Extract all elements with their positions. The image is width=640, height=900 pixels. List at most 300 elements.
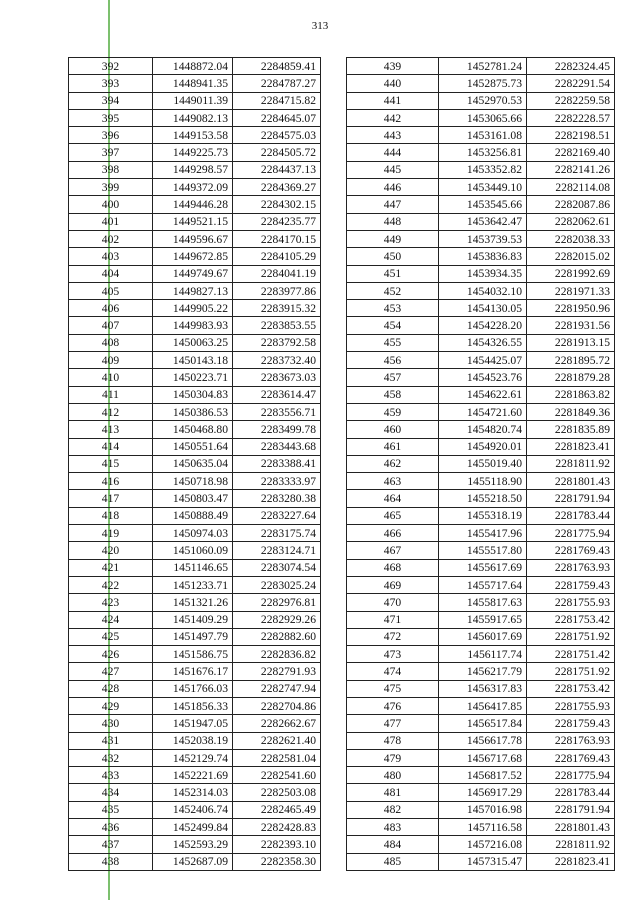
y-coordinate-cell: 2281753.42	[527, 680, 615, 697]
table-row	[69, 836, 321, 853]
x-coordinate-cell: 1452406.74	[153, 801, 233, 818]
table-row	[347, 646, 615, 663]
x-coordinate-cell: 1449672.85	[153, 248, 233, 265]
table-row	[69, 853, 321, 870]
point-number-cell: 403	[69, 248, 153, 265]
point-number-cell: 469	[347, 576, 439, 593]
table-row	[347, 819, 615, 836]
y-coordinate-cell: 2283074.54	[233, 559, 321, 576]
x-coordinate-cell: 1449446.28	[153, 196, 233, 213]
x-coordinate-cell: 1454721.60	[439, 403, 527, 420]
point-number-cell: 480	[347, 767, 439, 784]
y-coordinate-cell: 2282621.40	[233, 732, 321, 749]
y-coordinate-cell: 2281863.82	[527, 386, 615, 403]
x-coordinate-cell: 1455517.80	[439, 542, 527, 559]
x-coordinate-cell: 1452314.03	[153, 784, 233, 801]
point-number-cell: 429	[69, 697, 153, 714]
point-number-cell: 436	[69, 819, 153, 836]
y-coordinate-cell: 2281783.44	[527, 507, 615, 524]
point-number-cell: 414	[69, 438, 153, 455]
y-coordinate-cell: 2281759.43	[527, 715, 615, 732]
y-coordinate-cell: 2281992.69	[527, 265, 615, 282]
point-number-cell: 393	[69, 75, 153, 92]
table-row	[347, 230, 615, 247]
y-coordinate-cell: 2281835.89	[527, 421, 615, 438]
x-coordinate-cell: 1455617.69	[439, 559, 527, 576]
x-coordinate-cell: 1453934.35	[439, 265, 527, 282]
x-coordinate-cell: 1456617.78	[439, 732, 527, 749]
x-coordinate-cell: 1452687.09	[153, 853, 233, 870]
table-row	[69, 352, 321, 369]
table-row	[347, 403, 615, 420]
point-number-cell: 421	[69, 559, 153, 576]
point-number-cell: 396	[69, 127, 153, 144]
y-coordinate-cell: 2282015.02	[527, 248, 615, 265]
y-coordinate-cell: 2282114.08	[527, 179, 615, 196]
point-number-cell: 423	[69, 594, 153, 611]
table-row	[69, 386, 321, 403]
x-coordinate-cell: 1455218.50	[439, 490, 527, 507]
point-number-cell: 446	[347, 179, 439, 196]
y-coordinate-cell: 2284715.82	[233, 92, 321, 109]
table-row	[347, 213, 615, 230]
table-row	[69, 144, 321, 161]
y-coordinate-cell: 2282581.04	[233, 749, 321, 766]
table-row	[69, 317, 321, 334]
x-coordinate-cell: 1449153.58	[153, 127, 233, 144]
y-coordinate-cell: 2281811.92	[527, 836, 615, 853]
y-coordinate-cell: 2282259.58	[527, 92, 615, 109]
x-coordinate-cell: 1451947.05	[153, 715, 233, 732]
y-coordinate-cell: 2281879.28	[527, 369, 615, 386]
table-row	[347, 836, 615, 853]
y-coordinate-cell: 2283792.58	[233, 334, 321, 351]
y-coordinate-cell: 2284437.13	[233, 161, 321, 178]
table-row	[69, 109, 321, 126]
table-row	[69, 213, 321, 230]
table-row	[347, 594, 615, 611]
point-number-cell: 432	[69, 749, 153, 766]
x-coordinate-cell: 1454425.07	[439, 352, 527, 369]
table-row	[347, 853, 615, 870]
point-number-cell: 443	[347, 127, 439, 144]
y-coordinate-cell: 2281931.56	[527, 317, 615, 334]
point-number-cell: 442	[347, 109, 439, 126]
table-row	[347, 784, 615, 801]
table-row	[69, 507, 321, 524]
y-coordinate-cell: 2282291.54	[527, 75, 615, 92]
table-row	[69, 784, 321, 801]
point-number-cell: 410	[69, 369, 153, 386]
point-number-cell: 454	[347, 317, 439, 334]
y-coordinate-cell: 2282428.83	[233, 819, 321, 836]
x-coordinate-cell: 1451586.75	[153, 646, 233, 663]
x-coordinate-cell: 1453739.53	[439, 230, 527, 247]
y-coordinate-cell: 2281895.72	[527, 352, 615, 369]
point-number-cell: 458	[347, 386, 439, 403]
point-number-cell: 460	[347, 421, 439, 438]
point-number-cell: 401	[69, 213, 153, 230]
table-row	[347, 490, 615, 507]
point-number-cell: 450	[347, 248, 439, 265]
x-coordinate-cell: 1451146.65	[153, 559, 233, 576]
x-coordinate-cell: 1457116.58	[439, 819, 527, 836]
table-row	[69, 455, 321, 472]
x-coordinate-cell: 1457016.98	[439, 801, 527, 818]
x-coordinate-cell: 1454130.05	[439, 300, 527, 317]
x-coordinate-cell: 1454326.55	[439, 334, 527, 351]
table-row	[347, 369, 615, 386]
x-coordinate-cell: 1453065.66	[439, 109, 527, 126]
point-number-cell: 468	[347, 559, 439, 576]
y-coordinate-cell: 2281823.41	[527, 438, 615, 455]
y-coordinate-cell: 2281775.94	[527, 767, 615, 784]
y-coordinate-cell: 2281751.92	[527, 663, 615, 680]
table-row	[69, 300, 321, 317]
x-coordinate-cell: 1449521.15	[153, 213, 233, 230]
point-number-cell: 463	[347, 473, 439, 490]
table-row	[347, 75, 615, 92]
table-row	[69, 611, 321, 628]
y-coordinate-cell: 2281791.94	[527, 801, 615, 818]
table-row	[347, 248, 615, 265]
x-coordinate-cell: 1454920.01	[439, 438, 527, 455]
y-coordinate-cell: 2283673.03	[233, 369, 321, 386]
y-coordinate-cell: 2284645.07	[233, 109, 321, 126]
point-number-cell: 395	[69, 109, 153, 126]
y-coordinate-cell: 2283175.74	[233, 525, 321, 542]
point-number-cell: 470	[347, 594, 439, 611]
y-coordinate-cell: 2281763.93	[527, 559, 615, 576]
table-row	[69, 473, 321, 490]
table-row	[69, 680, 321, 697]
y-coordinate-cell: 2283333.97	[233, 473, 321, 490]
table-row	[347, 542, 615, 559]
table-row	[347, 334, 615, 351]
x-coordinate-cell: 1454523.76	[439, 369, 527, 386]
x-coordinate-cell: 1448872.04	[153, 58, 233, 75]
table-row	[347, 767, 615, 784]
y-coordinate-cell: 2282662.67	[233, 715, 321, 732]
table-row	[69, 594, 321, 611]
y-coordinate-cell: 2281783.44	[527, 784, 615, 801]
y-coordinate-cell: 2281971.33	[527, 282, 615, 299]
y-coordinate-cell: 2283227.64	[233, 507, 321, 524]
point-number-cell: 477	[347, 715, 439, 732]
table-row	[347, 144, 615, 161]
y-coordinate-cell: 2282929.26	[233, 611, 321, 628]
table-row	[347, 576, 615, 593]
y-coordinate-cell: 2284105.29	[233, 248, 321, 265]
x-coordinate-cell: 1455717.64	[439, 576, 527, 593]
y-coordinate-cell: 2282324.45	[527, 58, 615, 75]
point-number-cell: 417	[69, 490, 153, 507]
point-number-cell: 465	[347, 507, 439, 524]
y-coordinate-cell: 2283732.40	[233, 352, 321, 369]
point-number-cell: 430	[69, 715, 153, 732]
x-coordinate-cell: 1456917.29	[439, 784, 527, 801]
point-number-cell: 453	[347, 300, 439, 317]
y-coordinate-cell: 2283499.78	[233, 421, 321, 438]
x-coordinate-cell: 1455318.19	[439, 507, 527, 524]
table-row	[69, 801, 321, 818]
table-row	[69, 248, 321, 265]
y-coordinate-cell: 2281801.43	[527, 819, 615, 836]
y-coordinate-cell: 2283025.24	[233, 576, 321, 593]
x-coordinate-cell: 1452593.29	[153, 836, 233, 853]
table-row	[347, 58, 615, 75]
point-number-cell: 478	[347, 732, 439, 749]
point-number-cell: 461	[347, 438, 439, 455]
point-number-cell: 451	[347, 265, 439, 282]
x-coordinate-cell: 1451060.09	[153, 542, 233, 559]
point-number-cell: 475	[347, 680, 439, 697]
y-coordinate-cell: 2284041.19	[233, 265, 321, 282]
point-number-cell: 471	[347, 611, 439, 628]
y-coordinate-cell: 2281763.93	[527, 732, 615, 749]
x-coordinate-cell: 1453256.81	[439, 144, 527, 161]
x-coordinate-cell: 1449749.67	[153, 265, 233, 282]
x-coordinate-cell: 1452221.69	[153, 767, 233, 784]
point-number-cell: 419	[69, 525, 153, 542]
point-number-cell: 418	[69, 507, 153, 524]
x-coordinate-cell: 1456317.83	[439, 680, 527, 697]
x-coordinate-cell: 1453545.66	[439, 196, 527, 213]
table-row	[69, 421, 321, 438]
point-number-cell: 483	[347, 819, 439, 836]
table-row	[69, 732, 321, 749]
y-coordinate-cell: 2282791.93	[233, 663, 321, 680]
x-coordinate-cell: 1451233.71	[153, 576, 233, 593]
table-row	[347, 680, 615, 697]
y-coordinate-cell: 2283853.55	[233, 317, 321, 334]
point-number-cell: 444	[347, 144, 439, 161]
point-number-cell: 404	[69, 265, 153, 282]
point-number-cell: 484	[347, 836, 439, 853]
table-row	[347, 282, 615, 299]
x-coordinate-cell: 1450468.80	[153, 421, 233, 438]
y-coordinate-cell: 2282541.60	[233, 767, 321, 784]
table-row	[69, 819, 321, 836]
x-coordinate-cell: 1449827.13	[153, 282, 233, 299]
x-coordinate-cell: 1456417.85	[439, 697, 527, 714]
x-coordinate-cell: 1455817.63	[439, 594, 527, 611]
table-row	[69, 749, 321, 766]
point-number-cell: 400	[69, 196, 153, 213]
x-coordinate-cell: 1454622.61	[439, 386, 527, 403]
table-row	[347, 109, 615, 126]
y-coordinate-cell: 2281775.94	[527, 525, 615, 542]
x-coordinate-cell: 1450143.18	[153, 352, 233, 369]
point-number-cell: 467	[347, 542, 439, 559]
y-coordinate-cell: 2282465.49	[233, 801, 321, 818]
x-coordinate-cell: 1449596.67	[153, 230, 233, 247]
table-row	[69, 179, 321, 196]
x-coordinate-cell: 1449372.09	[153, 179, 233, 196]
x-coordinate-cell: 1455118.90	[439, 473, 527, 490]
table-row	[347, 663, 615, 680]
table-row	[69, 282, 321, 299]
y-coordinate-cell: 2282198.51	[527, 127, 615, 144]
y-coordinate-cell: 2283977.86	[233, 282, 321, 299]
table-row	[69, 58, 321, 75]
x-coordinate-cell: 1456817.52	[439, 767, 527, 784]
x-coordinate-cell: 1451766.03	[153, 680, 233, 697]
table-row	[69, 490, 321, 507]
x-coordinate-cell: 1450974.03	[153, 525, 233, 542]
point-number-cell: 452	[347, 282, 439, 299]
y-coordinate-cell: 2282358.30	[233, 853, 321, 870]
point-number-cell: 426	[69, 646, 153, 663]
x-coordinate-cell: 1454032.10	[439, 282, 527, 299]
point-number-cell: 437	[69, 836, 153, 853]
point-number-cell: 464	[347, 490, 439, 507]
table-row	[69, 438, 321, 455]
point-number-cell: 457	[347, 369, 439, 386]
x-coordinate-cell: 1450223.71	[153, 369, 233, 386]
point-number-cell: 448	[347, 213, 439, 230]
x-coordinate-cell: 1453836.83	[439, 248, 527, 265]
y-coordinate-cell: 2281913.15	[527, 334, 615, 351]
y-coordinate-cell: 2282882.60	[233, 628, 321, 645]
y-coordinate-cell: 2283556.71	[233, 403, 321, 420]
x-coordinate-cell: 1455019.40	[439, 455, 527, 472]
point-number-cell: 406	[69, 300, 153, 317]
x-coordinate-cell: 1456117.74	[439, 646, 527, 663]
table-row	[69, 403, 321, 420]
coordinates-table-left	[68, 57, 321, 871]
y-coordinate-cell: 2281769.43	[527, 749, 615, 766]
point-number-cell: 438	[69, 853, 153, 870]
point-number-cell: 415	[69, 455, 153, 472]
table-row	[69, 646, 321, 663]
x-coordinate-cell: 1452499.84	[153, 819, 233, 836]
x-coordinate-cell: 1451497.79	[153, 628, 233, 645]
table-row	[347, 628, 615, 645]
table-row	[69, 127, 321, 144]
point-number-cell: 466	[347, 525, 439, 542]
point-number-cell: 398	[69, 161, 153, 178]
point-number-cell: 424	[69, 611, 153, 628]
point-number-cell: 416	[69, 473, 153, 490]
coordinates-table-right	[346, 57, 615, 871]
x-coordinate-cell: 1456517.84	[439, 715, 527, 732]
y-coordinate-cell: 2282169.40	[527, 144, 615, 161]
point-number-cell: 397	[69, 144, 153, 161]
x-coordinate-cell: 1453161.08	[439, 127, 527, 144]
y-coordinate-cell: 2281823.41	[527, 853, 615, 870]
y-coordinate-cell: 2282038.33	[527, 230, 615, 247]
y-coordinate-cell: 2282087.86	[527, 196, 615, 213]
x-coordinate-cell: 1453642.47	[439, 213, 527, 230]
table-row	[69, 576, 321, 593]
y-coordinate-cell: 2282062.61	[527, 213, 615, 230]
point-number-cell: 428	[69, 680, 153, 697]
x-coordinate-cell: 1457216.08	[439, 836, 527, 853]
y-coordinate-cell: 2282393.10	[233, 836, 321, 853]
table-row	[347, 421, 615, 438]
table-row	[69, 767, 321, 784]
table-row	[69, 75, 321, 92]
table-row	[347, 386, 615, 403]
x-coordinate-cell: 1456217.79	[439, 663, 527, 680]
point-number-cell: 445	[347, 161, 439, 178]
point-number-cell: 409	[69, 352, 153, 369]
y-coordinate-cell: 2281849.36	[527, 403, 615, 420]
table-row	[347, 715, 615, 732]
x-coordinate-cell: 1452875.73	[439, 75, 527, 92]
y-coordinate-cell: 2281759.43	[527, 576, 615, 593]
point-number-cell: 441	[347, 92, 439, 109]
y-coordinate-cell: 2284170.15	[233, 230, 321, 247]
x-coordinate-cell: 1450803.47	[153, 490, 233, 507]
x-coordinate-cell: 1452970.53	[439, 92, 527, 109]
y-coordinate-cell: 2281751.92	[527, 628, 615, 645]
point-number-cell: 425	[69, 628, 153, 645]
point-number-cell: 476	[347, 697, 439, 714]
point-number-cell: 413	[69, 421, 153, 438]
table-row	[69, 265, 321, 282]
y-coordinate-cell: 2281801.43	[527, 473, 615, 490]
point-number-cell: 405	[69, 282, 153, 299]
y-coordinate-cell: 2284505.72	[233, 144, 321, 161]
y-coordinate-cell: 2282141.26	[527, 161, 615, 178]
x-coordinate-cell: 1453352.82	[439, 161, 527, 178]
table-row	[347, 473, 615, 490]
point-number-cell: 392	[69, 58, 153, 75]
x-coordinate-cell: 1452781.24	[439, 58, 527, 75]
y-coordinate-cell: 2282704.86	[233, 697, 321, 714]
x-coordinate-cell: 1450386.53	[153, 403, 233, 420]
point-number-cell: 485	[347, 853, 439, 870]
y-coordinate-cell: 2284302.15	[233, 196, 321, 213]
point-number-cell: 481	[347, 784, 439, 801]
y-coordinate-cell: 2282836.82	[233, 646, 321, 663]
point-number-cell: 399	[69, 179, 153, 196]
point-number-cell: 474	[347, 663, 439, 680]
table-row	[347, 697, 615, 714]
y-coordinate-cell: 2281755.93	[527, 697, 615, 714]
point-number-cell: 447	[347, 196, 439, 213]
point-number-cell: 408	[69, 334, 153, 351]
x-coordinate-cell: 1449225.73	[153, 144, 233, 161]
table-row	[69, 525, 321, 542]
y-coordinate-cell: 2283280.38	[233, 490, 321, 507]
y-coordinate-cell: 2281751.42	[527, 646, 615, 663]
x-coordinate-cell: 1449298.57	[153, 161, 233, 178]
point-number-cell: 422	[69, 576, 153, 593]
y-coordinate-cell: 2281950.96	[527, 300, 615, 317]
point-number-cell: 433	[69, 767, 153, 784]
table-row	[347, 801, 615, 818]
y-coordinate-cell: 2283124.71	[233, 542, 321, 559]
point-number-cell: 435	[69, 801, 153, 818]
x-coordinate-cell: 1449011.39	[153, 92, 233, 109]
x-coordinate-cell: 1450888.49	[153, 507, 233, 524]
point-number-cell: 455	[347, 334, 439, 351]
x-coordinate-cell: 1450063.25	[153, 334, 233, 351]
table-row	[347, 525, 615, 542]
point-number-cell: 473	[347, 646, 439, 663]
page-number: 313	[311, 20, 329, 32]
table-row	[347, 455, 615, 472]
y-coordinate-cell: 2282976.81	[233, 594, 321, 611]
table-row	[347, 611, 615, 628]
x-coordinate-cell: 1450551.64	[153, 438, 233, 455]
table-row	[69, 559, 321, 576]
table-row	[347, 438, 615, 455]
point-number-cell: 456	[347, 352, 439, 369]
